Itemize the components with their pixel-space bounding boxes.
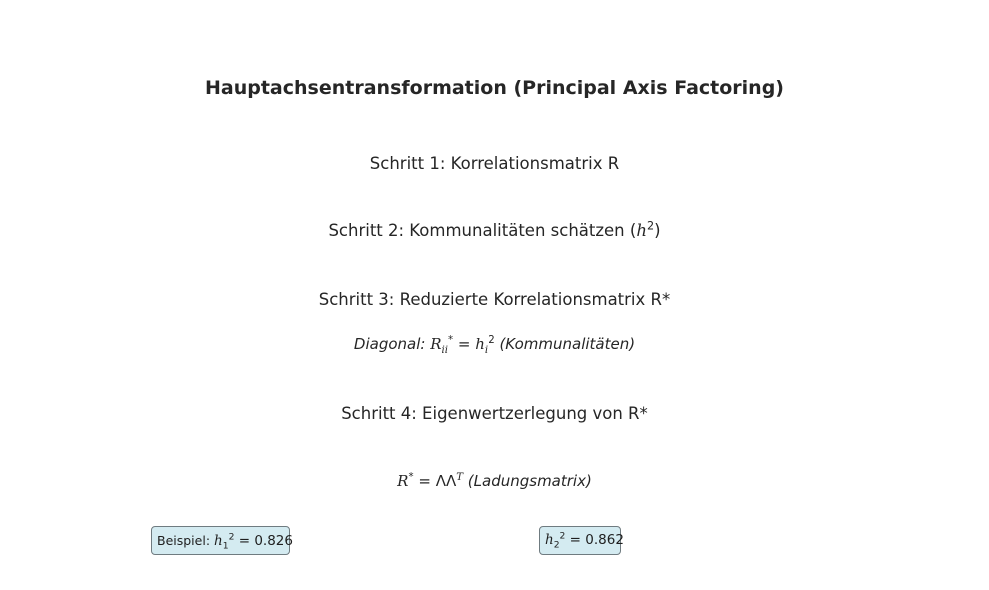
diagonal-suffix: (Kommunalitäten) [494, 335, 636, 353]
decomposition-formula [0, 472, 989, 490]
example-h2-box: $h_2^2 = 0.862$ [539, 526, 621, 555]
step-3-text: Schritt 3: Reduzierte Korrelationsmatrix R* [318, 290, 671, 309]
step-1-text: Schritt 1: Korrelationsmatrix R [369, 154, 620, 173]
diagram-title: Hauptachsentransformation (Principal Axis Factoring) [205, 77, 784, 99]
h1-symbol: $h_1^2$ [214, 531, 235, 552]
example-label: Beispiel: [157, 533, 215, 548]
diagonal-prefix: Diagonal: [353, 335, 431, 353]
decomposition-suffix: (Ladungsmatrix) [463, 472, 592, 490]
example-h1-box: Beispiel: $h_1^2 = 0.826$ [151, 526, 290, 555]
h-squared-exponent: 2 [646, 219, 655, 233]
h2-symbol: $h_2^2$ [545, 530, 566, 551]
diagonal-formula [0, 335, 989, 356]
h2-value: 0.862 [585, 532, 624, 548]
step-4-text: Schritt 4: Eigenwertzerlegung von R* [341, 404, 648, 423]
step-2-line [0, 221, 989, 240]
step-2-close-paren: ) [654, 221, 661, 240]
decomposition-equation: $R^* = \Lambda\Lambda^T$ [397, 472, 464, 490]
h1-value: 0.826 [254, 533, 293, 549]
diagonal-equation: $R_{ii}^* = h_i^2$ [430, 335, 495, 356]
step-2-text: Schritt 2: Kommunalitäten schätzen ( [328, 221, 637, 240]
h-squared-symbol: h [636, 221, 647, 240]
